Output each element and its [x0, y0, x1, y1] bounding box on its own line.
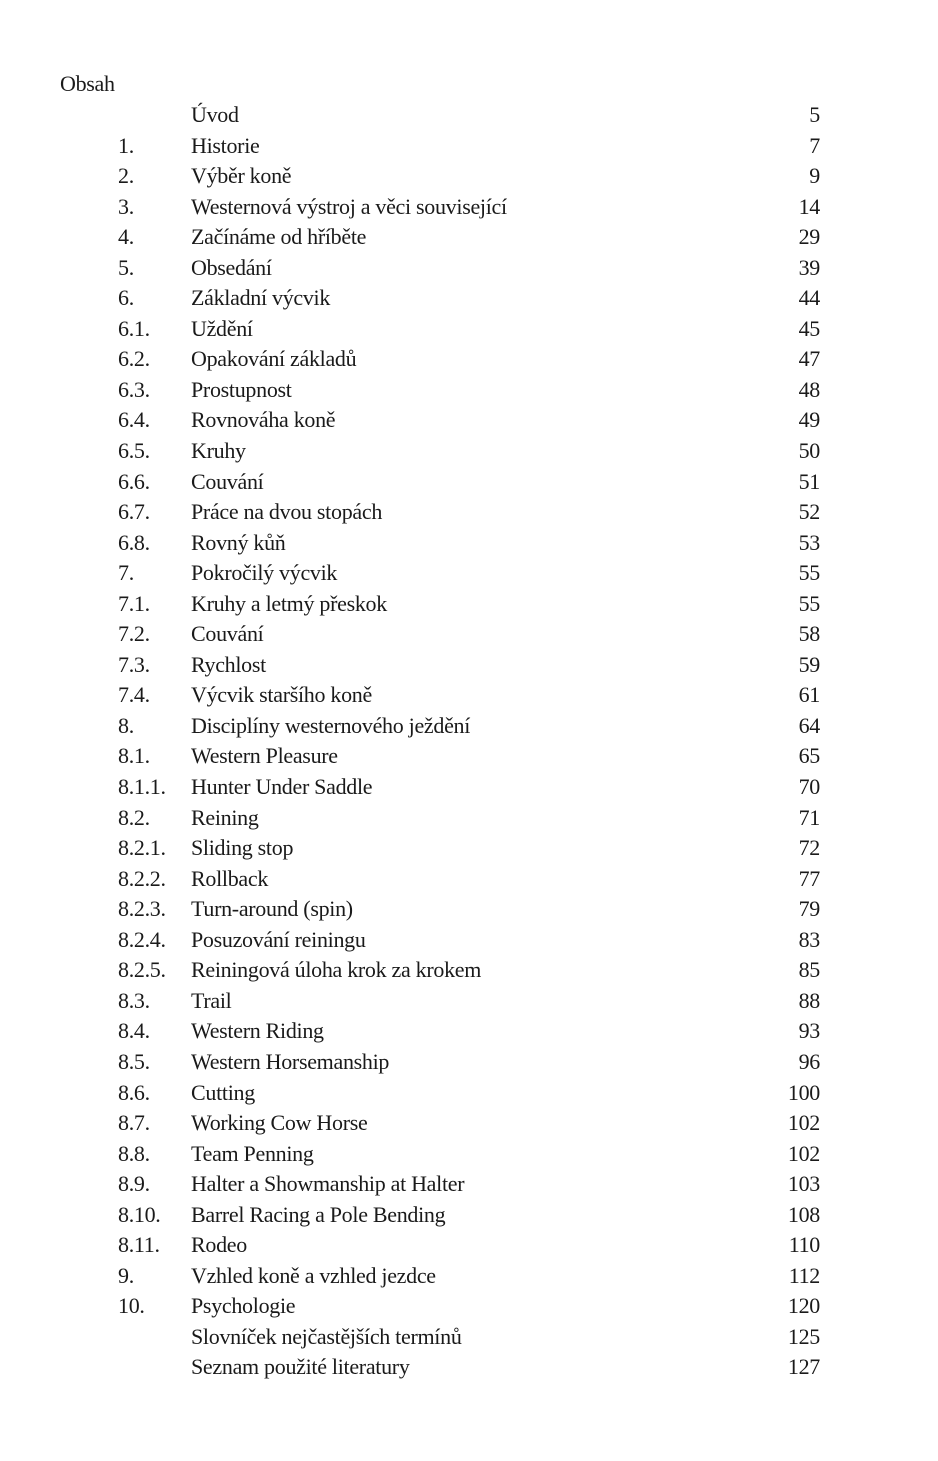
- toc-entry: [0, 803, 938, 834]
- toc-entry-number: 8.9.: [118, 1171, 150, 1197]
- toc-entry: [0, 650, 938, 681]
- toc-entry: [0, 772, 938, 803]
- toc-entry-number: 8.1.1.: [118, 774, 166, 800]
- toc-entry-title: Seznam použité literatury: [191, 1354, 410, 1380]
- toc-entry-number: 6.6.: [118, 468, 150, 494]
- toc-entry-title: Couvání: [191, 468, 264, 494]
- toc-entry-page-number: 48: [798, 376, 820, 402]
- toc-entry-number: 8.1.: [118, 743, 150, 769]
- toc-entry-number: 6.: [118, 285, 134, 311]
- toc-entry-number: 8.6.: [118, 1079, 150, 1105]
- toc-entry-title: Rychlost: [191, 651, 266, 677]
- toc-entry-page-number: 93: [798, 1018, 820, 1044]
- toc-entry-page-number: 50: [798, 438, 820, 464]
- toc-entry-number: 1.: [118, 132, 134, 158]
- toc-entry: [0, 558, 938, 589]
- toc-entry-page-number: 9: [809, 163, 820, 189]
- toc-entry-page-number: 88: [798, 987, 820, 1013]
- toc-entry-title: Hunter Under Saddle: [191, 774, 373, 800]
- toc-entry-title: Working Cow Horse: [191, 1110, 368, 1136]
- toc-entry-number: 7.1.: [118, 590, 150, 616]
- toc-entry-title: Rovný kůň: [191, 529, 286, 555]
- toc-entry: [0, 344, 938, 375]
- toc-entry-page-number: 45: [798, 315, 820, 341]
- toc-entry-number: 6.3.: [118, 376, 150, 402]
- toc-entry-title: Začínáme od hříběte: [191, 224, 367, 250]
- toc-entry-number: 8.2.1.: [118, 835, 166, 861]
- toc-entry-number: 9.: [118, 1262, 134, 1288]
- toc-entry: [0, 467, 938, 498]
- toc-entry-page-number: 108: [787, 1201, 820, 1227]
- toc-entry-title: Western Pleasure: [191, 743, 338, 769]
- toc-entry-number: 8.5.: [118, 1048, 150, 1074]
- toc-entry-page-number: 103: [787, 1171, 820, 1197]
- toc-entry-page-number: 39: [798, 254, 820, 280]
- toc-entry-page-number: 64: [798, 712, 820, 738]
- toc-entry-title: Barrel Racing a Pole Bending: [191, 1201, 446, 1227]
- toc-entry: [0, 1016, 938, 1047]
- toc-entry-page-number: 51: [798, 468, 820, 494]
- toc-entry: [0, 436, 938, 467]
- toc-entry-number: 7.3.: [118, 651, 150, 677]
- toc-entry-title: Obsedání: [191, 254, 272, 280]
- toc-entry-number: 8.2.2.: [118, 865, 166, 891]
- toc-entry-number: 2.: [118, 163, 134, 189]
- toc-entry-number: 8.: [118, 712, 134, 738]
- toc-entry-number: 7.2.: [118, 621, 150, 647]
- toc-entry-page-number: 5: [809, 102, 820, 127]
- toc-entry-title: Turn-around (spin): [191, 896, 353, 922]
- toc-entry-number: 8.2.4.: [118, 926, 166, 952]
- toc-entry-page-number: 120: [787, 1293, 820, 1319]
- toc-entry-page-number: 52: [798, 499, 820, 525]
- toc-entry: [0, 833, 938, 864]
- toc-entry-page-number: 96: [798, 1048, 820, 1074]
- toc-entry-title: Reiningová úloha krok za krokem: [191, 957, 482, 983]
- toc-entry-title: Prostupnost: [191, 376, 292, 402]
- toc-entry-page-number: 102: [787, 1110, 820, 1136]
- toc-entry-title: Westernová výstroj a věci související: [191, 193, 507, 219]
- toc-entry-page-number: 53: [798, 529, 820, 555]
- toc-entry-title: Opakování základů: [191, 346, 357, 372]
- toc-entry-page-number: 71: [798, 804, 820, 830]
- toc-entry: [0, 741, 938, 772]
- toc-entry: [0, 1200, 938, 1231]
- toc-entry-number: 6.1.: [118, 315, 150, 341]
- toc-entry-title: Kruhy a letmý přeskok: [191, 590, 387, 616]
- toc-entry-page-number: 112: [788, 1262, 820, 1288]
- toc-entry: [0, 1108, 938, 1139]
- toc-entry: [0, 680, 938, 711]
- toc-entry-title: Team Penning: [191, 1140, 314, 1166]
- toc-entry-title: Couvání: [191, 621, 264, 647]
- toc-entry: [0, 619, 938, 650]
- toc-entry-page-number: 100: [787, 1079, 820, 1105]
- toc-entry-page-number: 49: [798, 407, 820, 433]
- toc-entry-number: 8.2.: [118, 804, 150, 830]
- toc-entry: [0, 528, 938, 559]
- toc-entry: [0, 405, 938, 436]
- toc-entry: [0, 314, 938, 345]
- toc-entry-title: Slovníček nejčastějších termínů: [191, 1323, 462, 1349]
- toc-entry-page-number: 44: [798, 285, 820, 311]
- toc-entry: [0, 1139, 938, 1170]
- toc-entry-title: Western Horsemanship: [191, 1048, 390, 1074]
- toc-entry-number: 8.3.: [118, 987, 150, 1013]
- toc-entry-number: 8.8.: [118, 1140, 150, 1166]
- toc-entry-page-number: 125: [787, 1323, 820, 1349]
- toc-entry: [0, 1230, 938, 1261]
- toc-entry-page-number: 85: [798, 957, 820, 983]
- toc-entry: [0, 131, 938, 162]
- toc-entry-title: Reining: [191, 804, 259, 830]
- toc-entry: [0, 1078, 938, 1109]
- toc-entry-number: 8.4.: [118, 1018, 150, 1044]
- toc-entry: [0, 955, 938, 986]
- toc-entry-page-number: 55: [798, 590, 820, 616]
- toc-entry-title: Kruhy: [191, 438, 246, 464]
- toc-entry-title: Výběr koně: [191, 163, 292, 189]
- toc-entry-number: 4.: [118, 224, 134, 250]
- toc-entry-title: Sliding stop: [191, 835, 294, 861]
- toc-entry-page-number: 61: [798, 682, 820, 708]
- toc-entry-page-number: 47: [798, 346, 820, 372]
- toc-entry-number: 6.4.: [118, 407, 150, 433]
- toc-entry-title: Práce na dvou stopách: [191, 499, 383, 525]
- toc-entry: [0, 1169, 938, 1200]
- toc-entry: [0, 925, 938, 956]
- toc-entry-number: 6.7.: [118, 499, 150, 525]
- toc-entry-number: 8.2.5.: [118, 957, 166, 983]
- toc-entry-number: 8.2.3.: [118, 896, 166, 922]
- toc-entry: [0, 711, 938, 742]
- toc-entry-title: Výcvik staršího koně: [191, 682, 372, 708]
- toc-entry: [0, 1047, 938, 1078]
- toc-entry-number: 5.: [118, 254, 134, 280]
- toc-entry: [0, 1261, 938, 1292]
- toc-entry: [0, 283, 938, 314]
- toc-entry-page-number: 79: [798, 896, 820, 922]
- toc-entry-title: Základní výcvik: [191, 285, 331, 311]
- toc-entry-page-number: 127: [787, 1354, 820, 1380]
- toc-entry-title: Rollback: [191, 865, 269, 891]
- toc-entry-number: 6.2.: [118, 346, 150, 372]
- toc-entry-page-number: 14: [798, 193, 820, 219]
- toc-entry: [0, 589, 938, 620]
- toc-entry-page-number: 77: [798, 865, 820, 891]
- toc-entry-number: 3.: [118, 193, 134, 219]
- toc-entry-page-number: 29: [798, 224, 820, 250]
- toc-entry-number: 8.11.: [118, 1232, 160, 1258]
- toc-entry-title: Úvod: [191, 102, 239, 127]
- table-of-contents: [0, 100, 938, 1383]
- toc-entry-title: Cutting: [191, 1079, 255, 1105]
- toc-entry: [0, 864, 938, 895]
- toc-entry-title: Trail: [191, 987, 232, 1013]
- toc-entry: [0, 100, 938, 131]
- toc-entry-title: Halter a Showmanship at Halter: [191, 1171, 465, 1197]
- toc-entry-title: Disciplíny westernového ježdění: [191, 712, 471, 738]
- toc-entry: [0, 253, 938, 284]
- toc-entry-title: Western Riding: [191, 1018, 324, 1044]
- toc-entry-page-number: 7: [809, 132, 820, 158]
- toc-entry-number: 8.7.: [118, 1110, 150, 1136]
- toc-entry: [0, 222, 938, 253]
- toc-entry-page-number: 70: [798, 774, 820, 800]
- toc-entry-page-number: 83: [798, 926, 820, 952]
- toc-entry: [0, 894, 938, 925]
- page-title: Obsah: [60, 71, 115, 96]
- toc-entry-title: Rodeo: [191, 1232, 247, 1258]
- toc-entry: [0, 192, 938, 223]
- toc-entry-number: 7.4.: [118, 682, 150, 708]
- toc-entry: [0, 375, 938, 406]
- toc-entry-number: 10.: [118, 1293, 145, 1319]
- toc-entry: [0, 497, 938, 528]
- toc-entry-page-number: 59: [798, 651, 820, 677]
- toc-entry-page-number: 102: [787, 1140, 820, 1166]
- toc-entry-title: Vzhled koně a vzhled jezdce: [191, 1262, 436, 1288]
- toc-entry-number: 8.10.: [118, 1201, 161, 1227]
- toc-entry-page-number: 58: [798, 621, 820, 647]
- toc-entry-title: Uždění: [191, 315, 253, 341]
- toc-entry-number: 6.8.: [118, 529, 150, 555]
- toc-entry-number: 6.5.: [118, 438, 150, 464]
- toc-entry-page-number: 72: [798, 835, 820, 861]
- toc-entry-page-number: 110: [788, 1232, 820, 1258]
- toc-entry-page-number: 65: [798, 743, 820, 769]
- toc-entry: [0, 1291, 938, 1322]
- toc-entry-title: Posuzování reiningu: [191, 926, 366, 952]
- toc-entry: [0, 1322, 938, 1353]
- toc-entry-title: Rovnováha koně: [191, 407, 336, 433]
- toc-entry-number: 7.: [118, 560, 134, 586]
- toc-entry: [0, 986, 938, 1017]
- toc-entry: [0, 161, 938, 192]
- toc-entry: [0, 1352, 938, 1383]
- toc-entry-title: Historie: [191, 132, 260, 158]
- toc-entry-title: Psychologie: [191, 1293, 296, 1319]
- toc-entry-title: Pokročilý výcvik: [191, 560, 338, 586]
- toc-entry-page-number: 55: [798, 560, 820, 586]
